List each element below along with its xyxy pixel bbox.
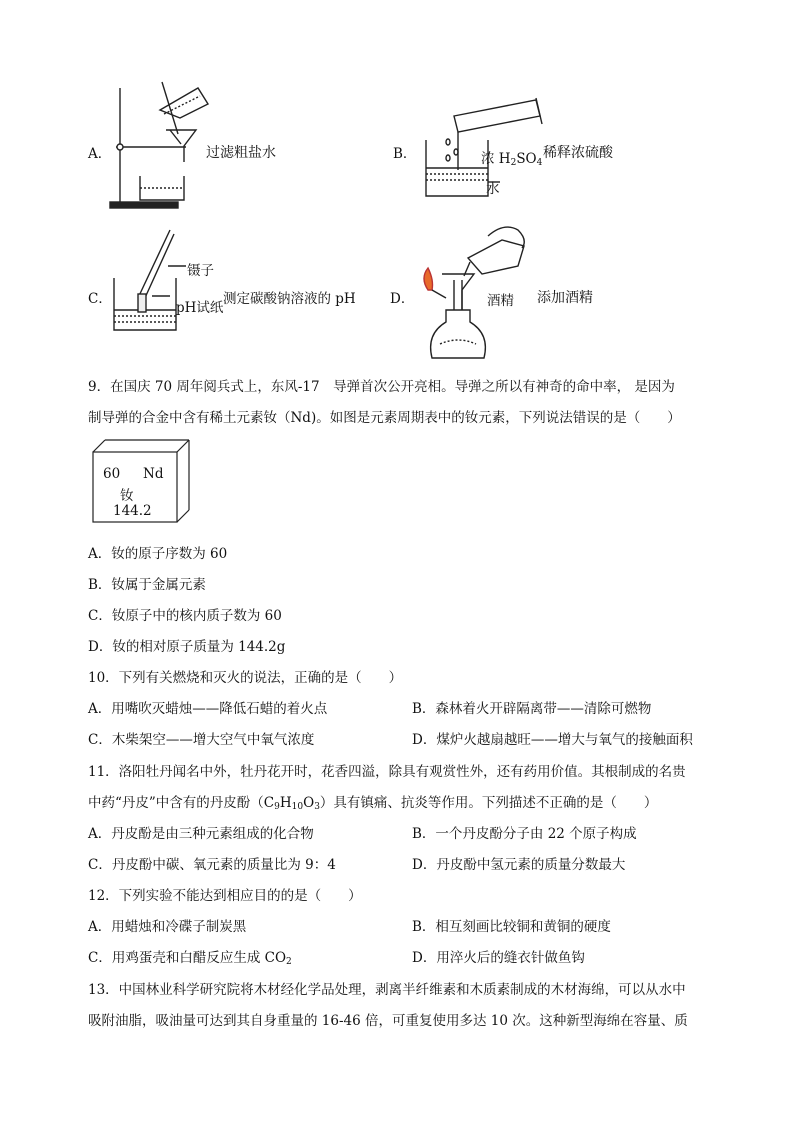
q11-option-d: D．丹皮酚中氢元素的质量分数最大 [412,857,626,873]
q10-option-a: A．用嘴吹灭蜡烛——降低石蜡的着火点 [88,701,328,717]
q12-option-c: C．用鸡蛋壳和白醋反应生成 $CO_2$ [88,950,292,967]
q11-option-b: B．一个丹皮酚分子由 22 个原子构成 [412,826,637,842]
q13-line1: 13．中国林业科学研究院将木材经化学品处理，剥离半纤维素和木质素制成的木材海绵，可以从水中 [88,982,686,998]
q9-stem-line1: 9．在国庆 70 周年阅兵式上，东风-17 导弹首次公开亮相。导弹之所以有神奇的命中率， 是因为 [88,379,675,395]
q9-stem-line2: 制导弹的合金中含有稀土元素钕（Nd)。如图是元素周期表中的钕元素，下列说法错误的是（ ） [88,410,681,426]
q10-stem: 10．下列有关燃烧和灭火的说法，正确的是（ ） [88,670,403,686]
option-b-caption: 稀释浓硫酸 [543,145,613,161]
q11-option-a: A．丹皮酚是由三种元素组成的化合物 [88,826,314,842]
q9-option-d: D．钕的相对原子质量为 144.2g [88,639,286,655]
tweezers-label: 镊子 [187,263,214,279]
option-d-letter: D． [390,291,415,307]
ph-paper-label: pH试纸 [176,300,224,316]
option-b-letter: B． [393,146,417,162]
element-name: 钕 [120,488,134,504]
q11-option-c: C．丹皮酚中碳、氧元素的质量比为 9：4 [88,857,336,873]
water-label: 水 [486,181,500,197]
q12-option-d: D．用淬火后的缝衣针做鱼钩 [412,950,585,966]
atomic-mass: 144.2 [113,503,152,519]
element-symbol: Nd [143,466,164,482]
q12-option-a: A．用蜡烛和冷碟子制炭黑 [88,919,247,935]
q12-stem: 12．下列实验不能达到相应目的的是（ ） [88,888,362,904]
q10-option-d: D．煤炉火越扇越旺——增大与氧气的接触面积 [412,732,693,748]
ph-test-figure [108,226,198,336]
filtration-apparatus-figure [100,80,210,212]
q11-stem-line1: 11．洛阳牡丹闻名中外，牡丹花开时，花香四溢，除具有观赏性外，还有药用价值。其根制成的名贵 [88,764,686,780]
atomic-number: 60 [103,466,121,482]
q11-stem-line2: 中药“丹皮”中含有的丹皮酚$(C_9H_{10}O_3)$具有镇痛、抗炎等作用。下列描述不正确的是（ ） [88,795,658,812]
q9-option-c: C．钕原子中的核内质子数为 60 [88,608,282,624]
option-c-letter: C． [88,291,112,307]
q9-option-b: B．钕属于金属元素 [88,577,206,593]
conc-sulfuric-acid-label: 浓 $H_2SO_4$ [481,151,543,168]
option-c-caption: 测定碳酸钠溶液的 pH [223,291,356,307]
q10-option-c: C．木柴架空——增大空气中氧气浓度 [88,732,315,748]
element-card [93,440,189,522]
option-a-letter: A． [88,146,112,162]
option-a-caption: 过滤粗盐水 [206,145,276,161]
q9-option-a: A．钕的原子序数为 60 [88,546,228,562]
q12-option-b: B．相互刻画比较铜和黄铜的硬度 [412,919,611,935]
q10-option-b: B．森林着火开辟隔离带——清除可燃物 [412,701,652,717]
option-d-caption: 添加酒精 [537,290,593,306]
alcohol-label: 酒精 [487,293,514,309]
q13-line2: 吸附油脂，吸油量可达到其自身重量的 16-46 倍，可重复使用多达 10 次。这种新型海绵在容量、质 [88,1013,688,1029]
